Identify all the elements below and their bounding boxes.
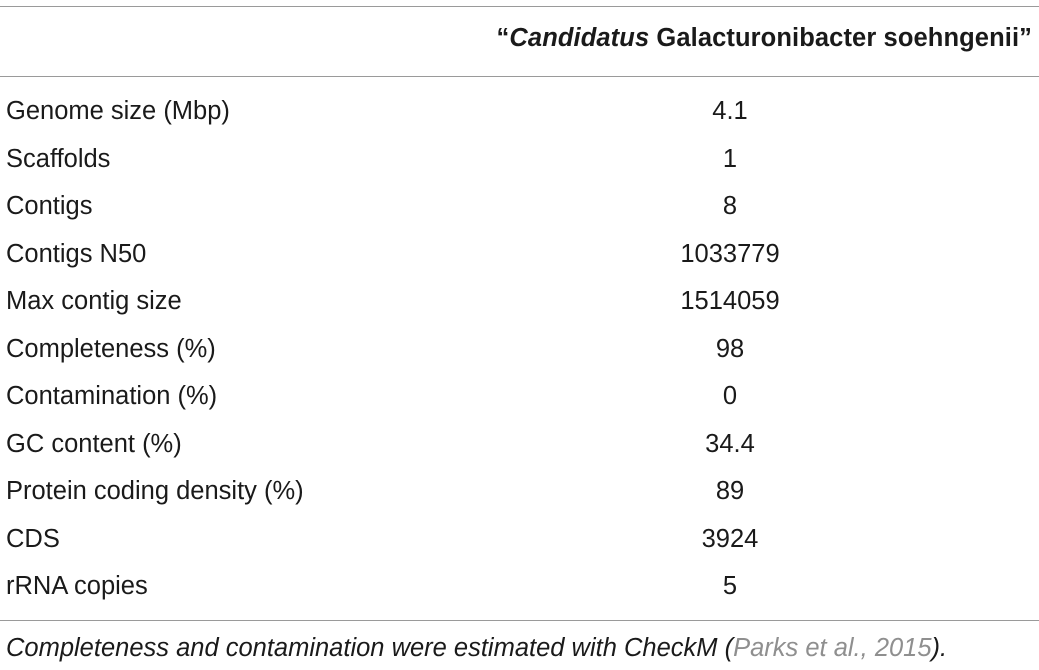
top-rule [0,6,1039,7]
citation-link[interactable]: Parks et al., 2015 [733,634,932,662]
row-label: CDS [6,524,60,553]
row-value: 98 [715,334,745,363]
row-label: Genome size (Mbp) [6,97,230,125]
row-value: 1514059 [680,287,780,315]
row-value: 1033779 [680,239,780,268]
table-row [0,278,1039,326]
row-label: Scaffolds [6,144,111,173]
table-row [0,231,1039,279]
table-row [0,183,1039,231]
row-label: GC content (%) [6,429,182,458]
row-value: 89 [715,477,745,505]
header-quote-close: ” [1019,24,1032,52]
table-footnote [6,628,947,668]
row-value: 5 [722,572,738,600]
footnote-text: Completeness and contamination were estimated with CheckM ( [6,634,734,662]
header-rule [0,76,1039,77]
row-value: 1 [722,144,738,173]
row-label: Contamination (%) [6,382,218,410]
row-label: Contigs [6,192,93,220]
row-value: 0 [722,382,738,410]
row-label: Completeness (%) [6,334,216,363]
header-species: Galacturonibacter soehngenii [649,24,1020,52]
row-value: 8 [722,192,738,220]
row-value: 3924 [701,524,759,553]
header-quote-open: “ [496,24,510,52]
table-row [0,468,1039,516]
row-label: Max contig size [6,287,182,315]
table-row [0,563,1039,611]
footnote-end: ). [931,634,948,662]
table-row [0,373,1039,421]
row-label: Protein coding density (%) [6,477,304,505]
header-genus: Candidatus [509,24,650,52]
row-label: rRNA copies [6,572,148,600]
footer-rule [0,620,1039,621]
column-header [497,24,1032,53]
row-label: Contigs N50 [6,239,147,268]
table-row [0,516,1039,564]
row-value: 4.1 [712,97,748,125]
table-row [0,421,1039,469]
table-row [0,136,1039,184]
row-value: 34.4 [705,429,755,458]
table-row [0,326,1039,374]
table-body [0,88,1039,611]
table-row [0,88,1039,136]
